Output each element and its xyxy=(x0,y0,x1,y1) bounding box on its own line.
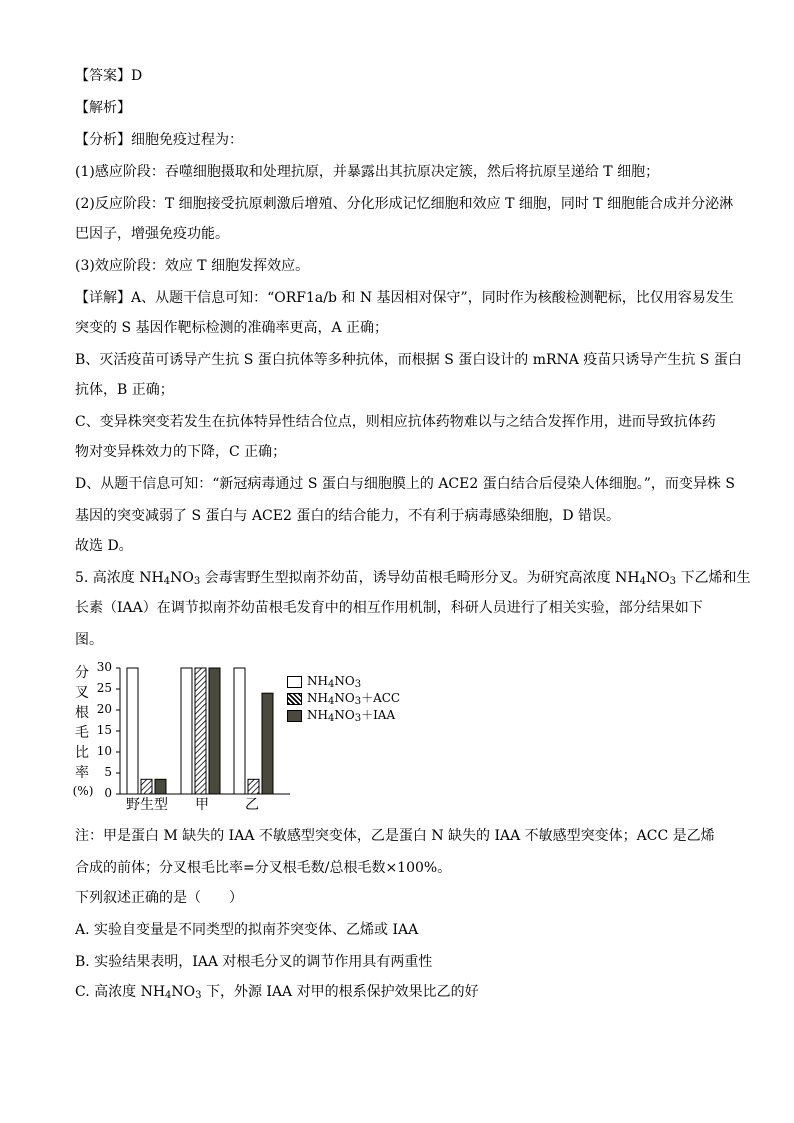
ylabel-char: 比 xyxy=(75,745,89,761)
chart-svg xyxy=(62,660,422,810)
text-line: 抗体，B 正确； xyxy=(75,382,174,398)
text-line: 物对变异株效力的下降，C 正确； xyxy=(75,444,287,460)
text-line: (1)感应阶段：吞噬细胞摄取和处理抗原，并暴露出其抗原决定簇，然后将抗原呈递给 T 细胞； xyxy=(75,164,660,180)
answer-line xyxy=(75,66,142,86)
bar-野生型-0 xyxy=(127,668,138,794)
ylabel-char: 毛 xyxy=(75,725,89,741)
legend-swatch-hatch xyxy=(287,693,302,705)
text-line: 【分析】细胞免疫过程为： xyxy=(75,132,243,148)
text-line: 故选 D。 xyxy=(75,538,133,554)
text-line: 突变的 S 基因作靶标检测的准确率更高，A 正确； xyxy=(75,320,389,336)
bar-甲-2 xyxy=(209,668,220,794)
y-tick-label: 5 xyxy=(104,765,112,779)
y-tick-label: 10 xyxy=(96,744,112,758)
ylabel-char: 率 xyxy=(75,765,89,781)
legend-item-iaa: $NH_4NO_3+IAA$ xyxy=(307,708,396,724)
bar-乙-2 xyxy=(262,693,273,794)
text-line: C、变异株突变若发生在抗体特异性结合位点，则相应抗体药物难以与之结合发挥作用，进而导致抗体药 xyxy=(75,414,716,430)
text-line: (2)反应阶段：T 细胞接受抗原刺激后增殖、分化形成记忆细胞和效应 T 细胞，同时 T 细胞能合成并分泌淋 xyxy=(75,196,734,212)
legend-item-nh4no3: $NH_4NO_3$ xyxy=(307,674,362,690)
legend-swatch-plain xyxy=(287,676,302,688)
category-label: 甲 xyxy=(195,797,209,813)
text-line: 巴因子，增强免疫功能。 xyxy=(75,226,229,242)
ylabel-char: 叉 xyxy=(75,685,89,701)
ylabel-char: 分 xyxy=(75,665,89,681)
bar-野生型-1 xyxy=(141,779,152,794)
bar-甲-1 xyxy=(195,668,206,794)
text-line: B、灭活疫苗可诱导产生抗 S 蛋白抗体等多种抗体，而根据 S 蛋白设计的 mRNA 疫苗只诱导产生抗 S 蛋白 xyxy=(75,352,742,368)
answer-label: 【答案】 xyxy=(75,68,131,84)
text-line: 【详解】A、从题干信息可知：“ORF1a/b 和 N 基因相对保守”，同时作为核酸检测靶标，比仅用容易发生 xyxy=(75,290,734,306)
bar-乙-1 xyxy=(248,779,259,794)
note-line: 注：甲是蛋白 M 缺失的 IAA 不敏感型突变体，乙是蛋白 N 缺失的 IAA 不敏感型突变体；ACC 是乙烯 xyxy=(75,828,715,844)
bar-chart xyxy=(62,660,422,813)
y-tick-label: 20 xyxy=(96,702,112,716)
question-5-line-1: 5. 高浓度 $NH_4NO_3$ 会毒害野生型拟南芥幼苗，诱导幼苗根毛畸形分叉。为研究高浓度 $NH_4NO_3$ 下乙烯和生 xyxy=(75,570,751,587)
text-line: (3)效应阶段：效应 T 细胞发挥效应。 xyxy=(75,258,310,274)
legend-item-acc: $NH_4NO_3+ACC$ xyxy=(307,691,401,707)
answer-value: D xyxy=(131,68,143,84)
analysis-label: 【解析】 xyxy=(75,100,131,116)
ylabel-char: 根 xyxy=(75,705,89,721)
bar-甲-0 xyxy=(181,668,192,794)
bar-野生型-2 xyxy=(155,779,166,794)
category-label: 乙 xyxy=(245,797,259,813)
option-c: C. 高浓度 $NH_4NO_3$ 下，外源 IAA 对甲的根系保护效果比乙的好 xyxy=(75,984,479,1001)
y-tick-label: 25 xyxy=(96,681,112,695)
text-line: D、从题干信息可知：“新冠病毒通过 S 蛋白与细胞膜上的 ACE2 蛋白结合后侵染人体细胞。”，而变异株 S xyxy=(75,476,735,492)
legend-swatch-dark xyxy=(287,710,302,722)
option-b: B. 实验结果表明，IAA 对根毛分叉的调节作用具有两重性 xyxy=(75,954,433,970)
question-5-line-2: 长素（IAA）在调节拟南芥幼苗根毛发育中的相互作用机制，科研人员进行了相关实验，部分结果如下 xyxy=(75,600,703,616)
category-label: 野生型 xyxy=(126,797,168,813)
question-5-line-3: 图。 xyxy=(75,632,103,648)
note-line: 合成的前体；分叉根毛比率=分叉根毛数/总根毛数×100%。 xyxy=(75,860,452,876)
ylabel-unit: (%) xyxy=(72,784,94,798)
question-prompt: 下列叙述正确的是（ ） xyxy=(75,890,243,906)
bar-乙-0 xyxy=(234,668,245,794)
y-tick-label: 0 xyxy=(104,786,112,800)
option-a: A. 实验自变量是不同类型的拟南芥突变体、乙烯或 IAA xyxy=(75,922,419,938)
y-tick-label: 15 xyxy=(96,723,112,737)
text-line: 基因的突变减弱了 S 蛋白与 ACE2 蛋白的结合能力，不有利于病毒感染细胞，D 错误。 xyxy=(75,508,621,524)
y-tick-label: 30 xyxy=(96,660,112,674)
